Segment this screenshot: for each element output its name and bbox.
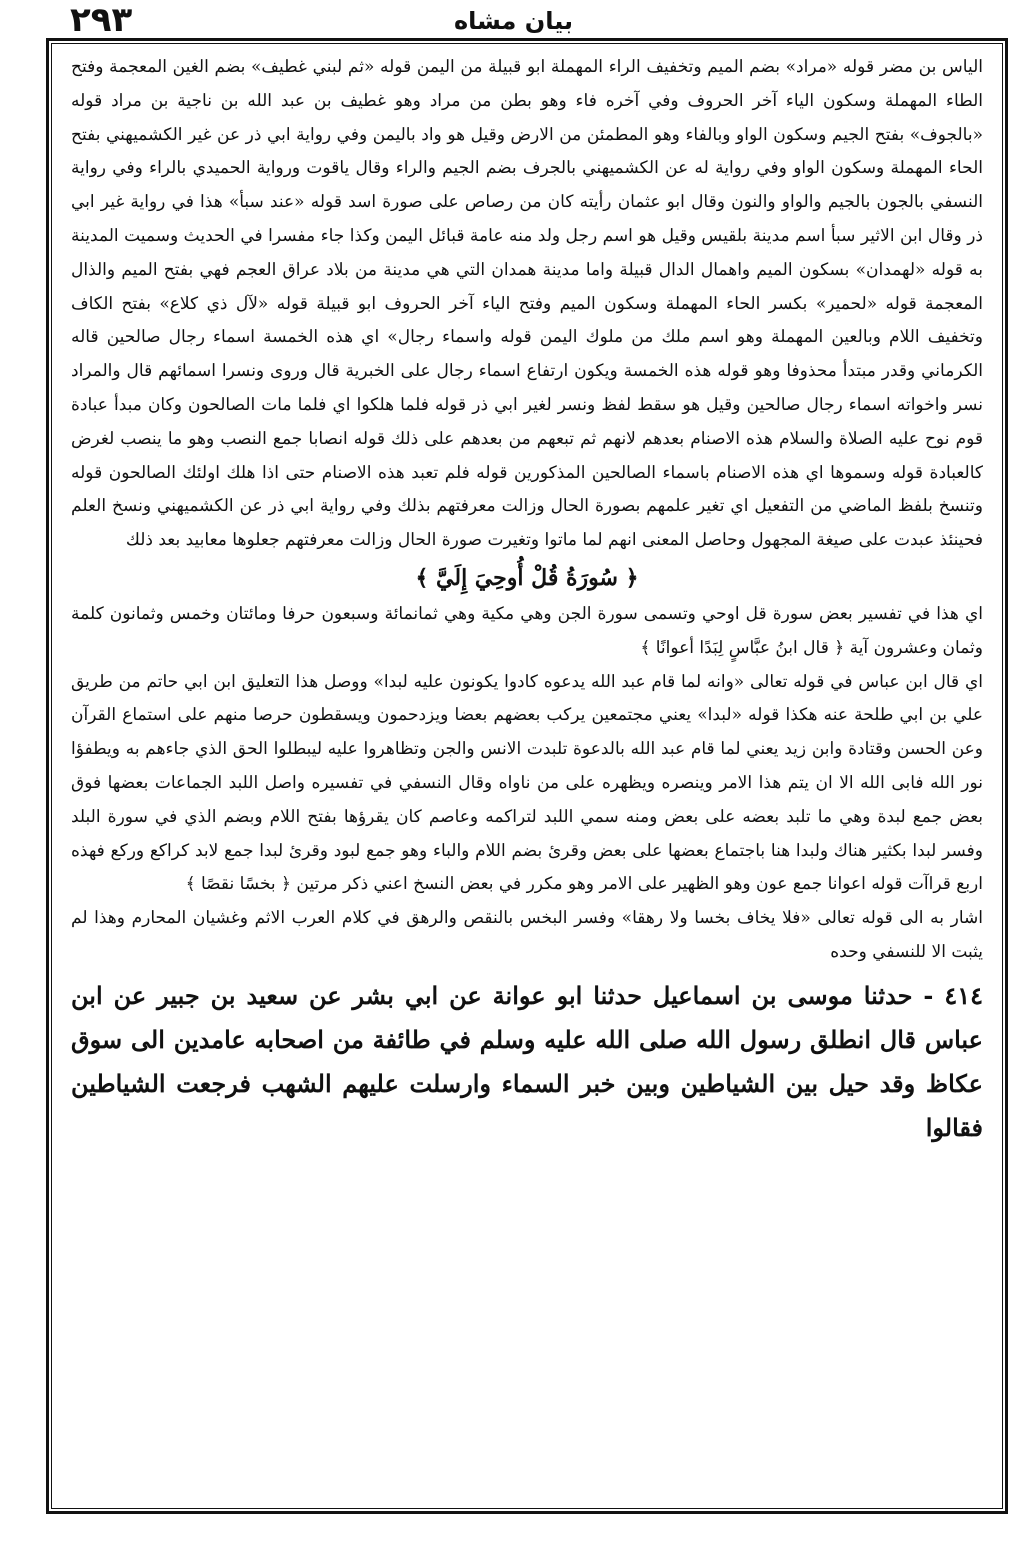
commentary-paragraph: اشار به الى قوله تعالى «فلا يخاف بخسا ولا رهقا» وفسر البخس بالنقص والرهق في كلام العرب الاثم وغشيان المحارم وهذا لم يثبت الا للنسفي وحده xyxy=(71,908,983,962)
text-frame xyxy=(46,38,1008,1514)
hadith-separator: - xyxy=(912,980,934,1010)
page-number: ٢٩٣ xyxy=(70,0,133,40)
hadith-body: حدثنا موسى بن اسماعيل حدثنا ابو عوانة عن ابي بشر عن سعيد بن جبير عن ابن عباس قال انطلق رسول الله صلى الله عليه وسلم في طائفة من اصحابه عامدين الى سوق عكاظ وقد حيل بين الشياطين وبين خبر السماء وارسلت عليهم الشهب فرجعت الشياطين فقالوا xyxy=(71,980,983,1142)
running-title: بيان مشاه xyxy=(453,7,574,35)
commentary-paragraph: اي هذا في تفسير بعض سورة قل اوحي وتسمى سورة الجن وهي مكية وهي ثمانمائة وسبعون حرفا ومائتان وخمس وثمانون كلمة وثمان وعشرون آية ﴿ قال ابنُ عبَّاسٍ لِبَدًا أعوانًا ﴾ xyxy=(71,603,983,658)
hadith-number: ٤١٤ xyxy=(944,980,983,1010)
commentary-paragraph: الياس بن مضر قوله «مراد» بضم الميم وتخفيف الراء المهملة ابو قبيلة من اليمن قوله «ثم لبني غطيف» بضم الغين المعجمة وفتح الطاء المهملة وسكون الياء آخر الحروف وفي آخره فاء وهو بطن من مراد وهو غطيف بن عبد الله بن ناجية بن مراد قوله «بالجوف» بفتح الجيم وسكون الواو وبالفاء وهو المطمئن من الارض وقيل هو واد باليمن وفي رواية ابي ذر عن غير الكشميهني بفتح الحاء المهملة وسكون الواو وفي رواية له عن الكشميهني بالجرف بضم الجيم والراء وقال ياقوت ورواية الحميدي بالراء وفي رواية النسفي بالجون بالجيم والواو والنون وقال ابو عثمان رأيته كان من رصاص على صورة اسد قوله «عند سبأ» هذا في رواية غير ابي ذر وقال ابن الاثير سبأ اسم مدينة بلقيس وقيل هو اسم رجل ولد منه عامة قبائل اليمن وكذا جاء مفسرا في الحديث وسميت المدينة به قوله «لهمدان» بسكون الميم واهمال الدال قبيلة واما مدينة همدان التي هي مدينة من بلاد عراق العجم فهي بفتح الميم والذال المعجمة قوله «لحمير» بكسر الحاء المهملة وسكون الميم وفتح الياء آخر الحروف ابو قبيلة قوله «لآل ذي كلاع» بفتح الكاف وتخفيف اللام وبالعين المهملة وهو اسم ملك من ملوك اليمن قوله واسماء رجال» اي هذه الخمسة اسماء رجال صالحين قاله الكرماني وقدر مبتدأ محذوفا وهو قوله هذه الخمسة ويكون ارتفاع اسماء رجال على الخبرية قال وروى ونسرا اسمائهم قال والمراد نسر واخواته اسماء رجال صالحين وقيل هو سقط لفظ ونسر لغير ابي ذر قوله فلما هلكوا اي فلما مات الصالحون وكان مبدأ عبادة قوم نوح عليه الصلاة والسلام هذه الاصنام بعدهم لانهم ثم تبعهم من بعدهم على ذلك قوله انصابا جمع النصب وهو ما ينصب لغرض كالعبادة قوله وسموها اي هذه الاصنام باسماء الصالحين المذكورين قوله فلم تعبد هذه الاصنام حتى اذا هلك اولئك الصالحون قوله وتنسخ بلفظ الماضي من التفعيل اي تغير علمهم بصورة الحال وزالت معرفتهم بذلك وفي رواية ابي ذر عن الكشميهني ونسخ العلم فحينئذ عبدت على صيغة المجهول وحاصل المعنى انهم لما ماتوا وتغيرت صورة الحال وزالت معرفتهم جعلوها معابيد بعد ذلك xyxy=(71,57,983,551)
surah-heading: ﴿ سُورَةُ قُلْ أُوحِيَ إِلَيَّ ﴾ xyxy=(415,564,639,591)
hadith-text xyxy=(71,974,983,1150)
commentary-paragraph: اي قال ابن عباس في قوله تعالى «وانه لما قام عبد الله يدعوه كادوا يكونون عليه لبدا» ووصل هذا التعليق ابن ابي حاتم من طريق علي بن ابي طلحة عنه هكذا قوله «لبدا» يعني مجتمعين يركب بعضهم بعضا ويزدحمون ويسقطون حرصا منهم على استماع القرآن وعن الحسن وقتادة وابن زيد يعني لما قام عبد الله بالدعوة تلبدت الانس والجن وتظاهروا عليه ليبطلوا الحق الذي جاءهم به ويطفؤا نور الله فابى الله الا ان يتم هذا الامر وينصره ويظهره على من ناواه وقال النسفي في تفسيره واصل اللبد الجماعات بعضها فوق بعض جمع لبدة وهي ما تلبد بعضه على بعض ومنه سمي اللبد لتراكمه وعاصم كان يقرؤها بفتح اللام وبضم الذي في سورة البلد وفسر لبدا بكثير هناك ولبدا هنا باجتماع بعضها على بعض وقرئ بضم اللام والباء وهو جمع لبود وقرئ لبدا جمع لابد كراكع وركع فهذه اربع قراآت قوله اعوانا جمع عون وهو الظهير على الامر وهو مكرر في بعض النسخ اعني ذكر مرتين ﴿ بخسًا نقصًا ﴾ xyxy=(71,671,983,895)
